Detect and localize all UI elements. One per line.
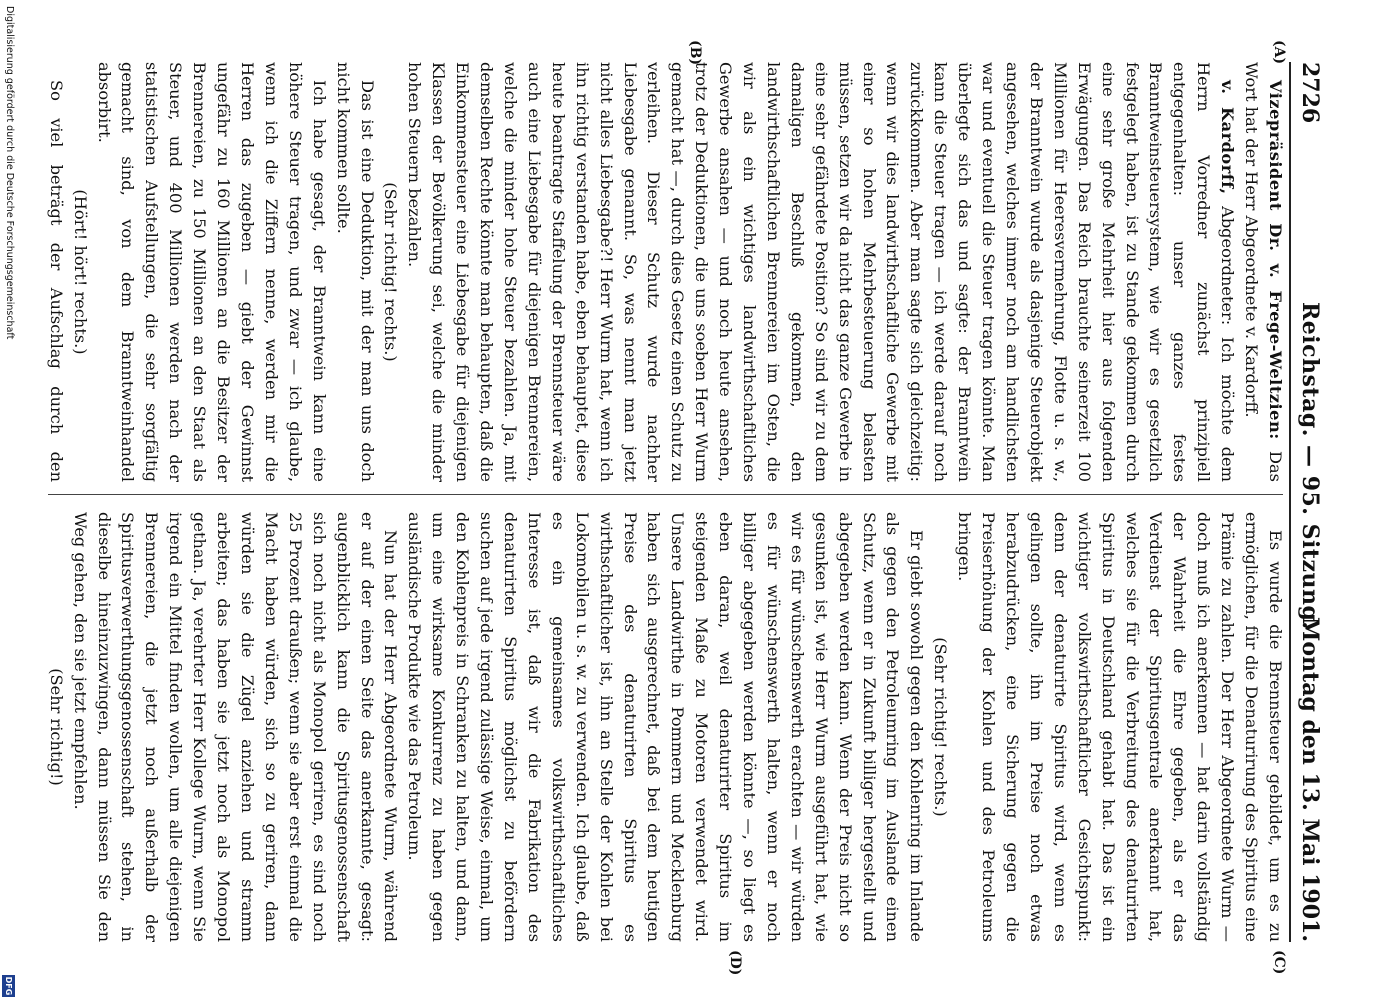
page-title: Reichstag. — 95. Sitzung. xyxy=(1297,302,1323,630)
paragraph-text: Das Wort hat der Herr Abgeordnete v. Kardorff. xyxy=(1242,62,1285,482)
interjection: (Sehr richtig!) xyxy=(46,668,66,786)
paragraph: Es wurde die Brennsteuer gebildet, um es zu ermöglichen, für die Denaturirung des Spiritus eine Prämie zu zahlen. Der Herr Abgeordnete Wurm — doch muß ich anerkennen — hat darin vollständig der Wahrheit die Ehre gegeben, als er das Verdienst der Spiritusgentrale anerkannt hat, welches sie für die Verbreitung des denaturirten Spiritus in Deutschland gehabt hat. Das ist ein wichtiger volkswirthschaftlicher Gesichtspunkt: denn der denaturirte Spiritus wird, wenn es gelingen sollte, ihn im Preise noch etwas herabzudrücken, eine Sicherung gegen die Preiserhöhung der Kohlen und des Petroleums bringen. xyxy=(955,512,1285,942)
margin-marker-d: (D) xyxy=(727,950,743,976)
column-divider xyxy=(48,494,1283,495)
paragraph xyxy=(1239,62,1287,482)
paragraph: Das ist eine Deduktion, mit der man uns doch nicht kommen sollte. xyxy=(333,62,377,482)
left-column xyxy=(42,62,1287,482)
paragraph-text: Abgeordneter: Ich möchte dem Herrn Vorredner zunächst prinzipiell entgegenhalten: unser ganzes festes Branntweinsteuersystem, wie wir es gesetzlich festgelegt haben, ist zu Stande gekommen durch eine sehr große Mehrheit hier aus folgenden Erwägungen. Das Reich brauchte seinerzeit 100 Millionen für Heeresvermehrung, Flotte u. s. w., der Branntwein wurde als dasjenige Steuerobjekt angesehen, welches immer noch am handlichsten war und eventuell die Steuer tragen könnte. Man überlegte sich das und sagte: der Branntwein kann die Steuer tragen — ich werde darauf noch zurückkommen. Aber man sagte sich gleichzeitig: wenn wir dies landwirthschaftliche Gewerbe mit einer so hohen Mehrbesteuerung belasten müssen, setzen wir da nicht das ganze Gewerbe in eine sehr gefährdete Position? So sind wir zu dem damaligen Beschluß gekommen, den landwirthschaftlichen Brennereien im Osten, die wir als ein wichtiges landwirthschaftliches Gewerbe ansahen — und noch heute ansehen, trotz der Deduktionen, die uns soeben Herr Wurm gemacht hat —, durch dies Gesetz einen Schutz zu verleihen. Dieser Schutz wurde nachher Liebesgabe genannt. So, was nennt man jetzt nicht alles Liebesgabe?! xyxy=(596,62,1238,482)
margin-marker-c: (C) xyxy=(1271,950,1287,975)
interjection: (Hört! hört! rechts.) xyxy=(70,189,90,355)
paragraph xyxy=(42,512,44,942)
paragraph xyxy=(402,62,1239,482)
margin-marker-b: (B) xyxy=(687,40,703,66)
paragraph-text: Herr Wurm hat, wenn ich ihn richtig verstanden habe, eben behauptet, diese heute beantragte Staffelung der Brennsteuer wäre auch eine Liebesgabe für diejenigen Brennereien, welche die minder hohe Steuer bezahlen. Ja, mit demselben Rechte könnte man behaupten, daß die Einkommensteuer eine Liebesgabe für diejenigen Klassen der Bevölkerung sei, welche die minder hohen Steuern bezahlen. xyxy=(405,62,616,482)
page-header xyxy=(1289,62,1325,942)
paragraph: Ich habe gesagt, der Branntwein kann eine höhere Steuer tragen, und zwar — ich glaube, wenn ich die Ziffern nenne, werden mir die Herren das zugeben — giebt der Gewinnst ungefähr zu 160 Millionen an die Besitzer der Brennereien, zu 150 Millionen an den Staat als Steuer, und 400 Millionen werden nach der statistischen Aufstellungen, die sehr sorgfältig gemacht sind, von dem Branntweinhandel absorbirt. xyxy=(94,62,329,482)
credit-text: Digitalisierung gefördert durch die Deutsche Forschungsgemeinschaft xyxy=(4,6,15,340)
margin-marker-a: (A) xyxy=(1271,40,1287,65)
dfg-logo-icon: DFG xyxy=(4,976,13,996)
right-column xyxy=(42,512,1287,942)
speaker-name: v. Kardorff, xyxy=(1218,80,1238,195)
interjection: (Sehr richtig! rechts.) xyxy=(381,182,401,362)
speaker-name: Vizepräsident Dr. v. Frege-Weltzien: xyxy=(1266,80,1285,440)
interjection: (Sehr richtig! rechts.) xyxy=(931,637,951,817)
page-number: 2726 xyxy=(1297,62,1323,124)
digitization-credit xyxy=(0,0,17,1000)
paragraph: Er giebt sowohl gegen den Kohlenring im Inlande als gegen den Petroleumring im Auslande einen Schutz, wenn er in Zukunft billiger hergestellt und abgegeben werden kann. Wenn der Preis nicht so gesunken ist, wie Herr Wurm ausgeführt hat, wie wir es für wünschenswerth erachten — wir würden es für wünschenswerth halten, wenn er noch billiger abgegeben werden könnte —, so liegt es eben daran, weil denaturirter Spiritus im steigenden Maße zu Motoren verwendet wird. Unsere Landwirthe in Pommern und Mecklenburg haben sich ausgerechnet, daß bei dem heutigen Preise des denaturirten Spiritus es wirthschaftlicher ist, ihn an Stelle der Kohlen bei Lokomobilen u. s. w. zu verwenden. Ich glaube, daß es ein gemeinsames volkswirthschaftliches Interesse ist, daß wir die Fabrikation des denaturirten Spiritus möglichst zu befördern suchen auf jede irgend zulässige Weise, einmal, um den Kohlenpreis in Schranken zu halten, und dann, um eine wirksame Konkurrenz zu haben gegen ausländische Produkte wie das Petroleum. xyxy=(405,512,927,942)
paragraph: Nun hat der Herr Abgeordnete Wurm, während er auf der einen Seite das anerkannte, gesagt: augenblicklich kann die Spiritusgenossenschaft sich noch nicht als Monopol geriren, es sind noch 25 Prozent draußen; wenn sie aber erst einmal die Macht haben würden, sich so zu geriren, dann würden sie die Zügel anziehen und stramm arbeiten; das haben sie jetzt noch als Monopol gethan. Ja, verehrter Herr Kollege Wurm, wenn Sie irgend ein Mittel finden wollen, um alle diejenigen Brennereien, die jetzt noch außerhalb der Spiritusverwerthungsgenossenschaft stehen, in dieselbe hineinzuzwingen, dann müssen Sie den Weg gehen, den sie jetzt empfehlen. xyxy=(70,512,401,942)
paragraph: So viel beträgt der Aufschlag durch den xyxy=(46,80,66,482)
session-date: Montag den 13. Mai 1901. xyxy=(1297,617,1323,942)
